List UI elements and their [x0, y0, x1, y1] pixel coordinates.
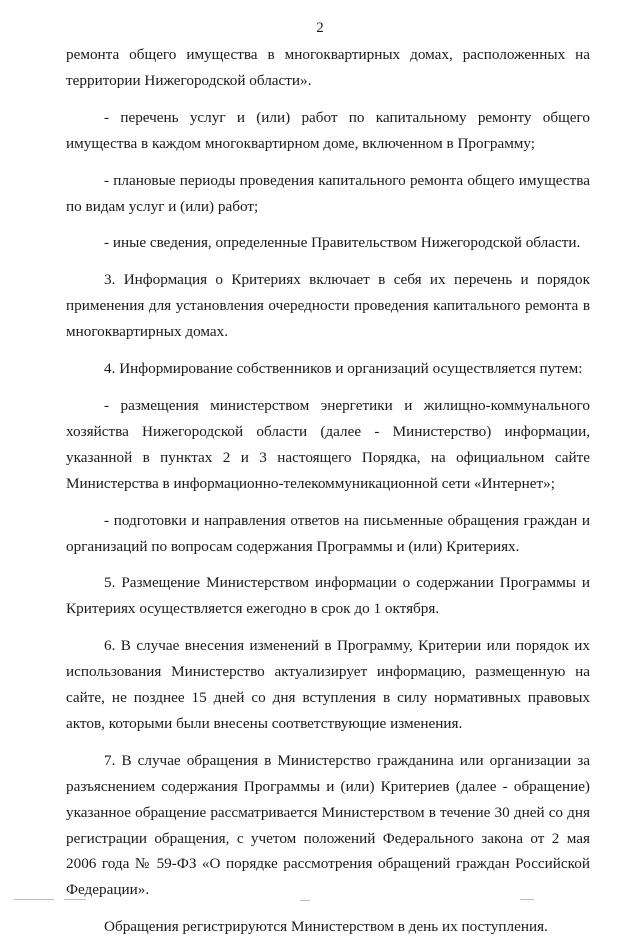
- paragraph-item-5: 5. Размещение Министерством информации о содержании Программы и Критериях осуществляется ежегодно в срок до 1 октября.: [66, 574, 590, 618]
- paragraph-item-7: 7. В случае обращения в Министерство гражданина или организации за разъяснением содержания Программы и (или) Критериев (далее - обращение) указанное обращение рассматривается Министерством в течение 30 дней со дня регистрации обращения, с учетом положений Федерального закона от 2 мая 2006 года № 59-ФЗ «О порядке рассмотрения обращений граждан Российской Федерации».: [66, 751, 590, 899]
- page-number: 2: [316, 20, 324, 36]
- scan-speck: [300, 900, 310, 901]
- paragraph-gap: [66, 256, 590, 267]
- paragraph-list-item: - размещения министерством энергетики и жилищно-коммунального хозяйства Нижегородской области (далее - Министерство) информации, указанной в пунктах 2 и 3 настоящего Порядка, на официальном сайте Министерства в информационно-телекоммуникационной сети «Интернет»;: [66, 396, 590, 492]
- paragraph-gap: [66, 382, 590, 393]
- paragraph-gap: [66, 737, 590, 748]
- paragraph-item-3: 3. Информация о Критериях включает в себя их перечень и порядок применения для установления очередности проведения капитального ремонта в многоквартирных домах.: [66, 271, 590, 341]
- paragraph-gap: [66, 559, 590, 570]
- paragraph-gap: [66, 497, 590, 508]
- paragraph-item-6: 6. В случае внесения изменений в Программу, Критерии или порядок их использования Министерство актуализирует информацию, размещенную на сайте, не позднее 15 дней со дня вступления в силу нормативных правовых актов, которыми были внесены соответствующие изменения.: [66, 637, 590, 732]
- paragraph-continuation: ремонта общего имущества в многоквартирных домах, расположенных на территории Нижегородской области».: [66, 46, 590, 89]
- scan-speck: [520, 899, 534, 900]
- document-body: [66, 42, 590, 940]
- paragraph-gap: [66, 219, 590, 230]
- paragraph-closing: Обращения регистрируются Министерством в день их поступления.: [104, 918, 548, 936]
- paragraph-gap: [66, 345, 590, 356]
- paragraph-list-item: - плановые периоды проведения капитального ремонта общего имущества по видам услуг и (или) работ;: [66, 171, 590, 215]
- paragraph-item-4: 4. Информирование собственников и организаций осуществляется путем:: [104, 360, 583, 378]
- paragraph-list-item: - иные сведения, определенные Правительством Нижегородской области.: [104, 234, 581, 252]
- scan-speck: [14, 899, 54, 900]
- scan-artifacts: [0, 893, 640, 905]
- scan-speck: [64, 899, 86, 900]
- paragraph-gap: [66, 157, 590, 168]
- paragraph-gap: [66, 622, 590, 633]
- paragraph-gap: [66, 94, 590, 105]
- paragraph-list-item: - подготовки и направления ответов на письменные обращения граждан и организаций по вопросам содержания Программы и (или) Критериях.: [66, 511, 590, 555]
- paragraph-list-item: - перечень услуг и (или) работ по капитальному ремонту общего имущества в каждом многоквартирном доме, включенном в Программу;: [66, 108, 590, 152]
